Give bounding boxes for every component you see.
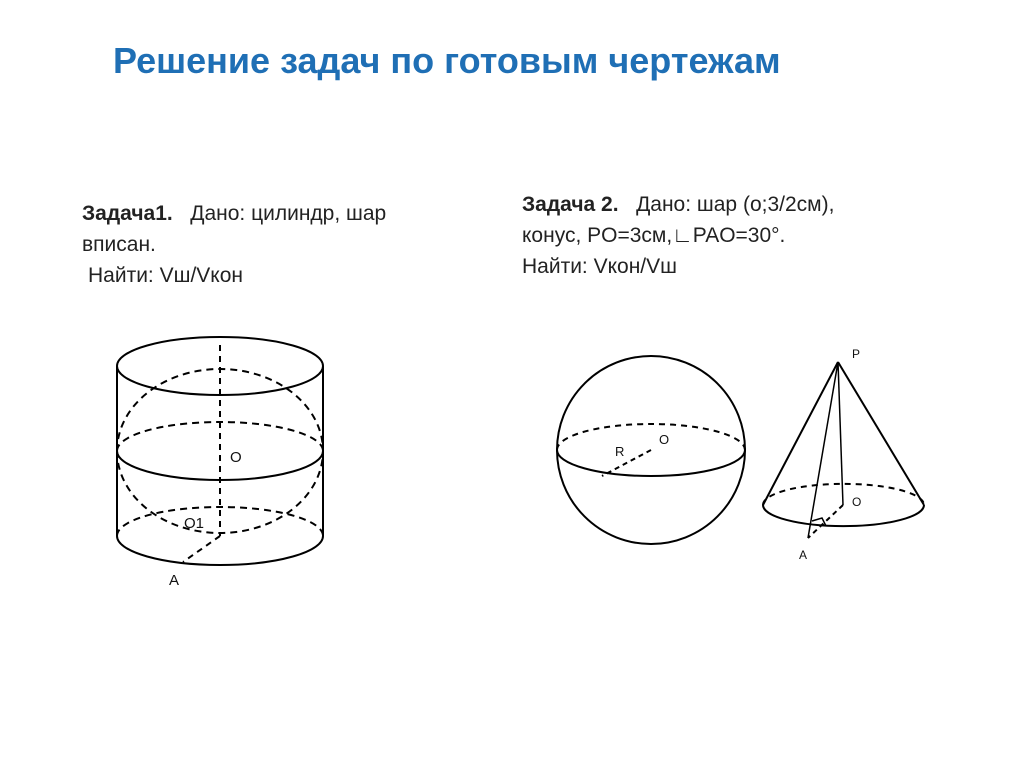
task-2-given-line-1: Дано: шар (о;3/2см), xyxy=(636,193,835,216)
cylinder-with-inscribed-sphere-figure xyxy=(117,337,323,565)
task-1-label: Задача1. xyxy=(82,202,173,225)
task-1-given-line-1: Дано: цилиндр, шар xyxy=(190,202,387,225)
task-2-given-line-2: конус, PO=3см,∟PAO=30°. xyxy=(522,224,786,247)
sphere-equator-front-fig2 xyxy=(557,450,745,476)
sphere-figure xyxy=(557,356,745,544)
sphere-radius xyxy=(602,450,651,476)
bottom-radius-o1a xyxy=(183,536,220,562)
cone-figure xyxy=(763,362,924,538)
bottom-center-label: O1 xyxy=(184,515,205,532)
cylinder-figure-labels xyxy=(169,449,242,589)
point-a-label-fig3: A xyxy=(799,548,808,562)
sphere-equator-back-fig2 xyxy=(557,424,745,450)
task-1-given-line-2: вписан. xyxy=(82,233,156,256)
sphere-radius-label: R xyxy=(615,444,625,459)
cylinder-bottom-base-front xyxy=(117,536,323,565)
task-2-label: Задача 2. xyxy=(522,193,619,216)
cone-base-front xyxy=(763,505,924,526)
task-1-find: Найти: Vш/Vкон xyxy=(88,264,243,287)
sphere-center-label-fig2: O xyxy=(659,432,670,447)
task-2-find: Найти: Vкон/Vш xyxy=(522,255,677,278)
point-a-label-fig1: A xyxy=(169,572,180,589)
slide-title: Решение задач по готовым чертежам xyxy=(113,40,781,81)
cone-figure-labels xyxy=(799,347,861,562)
cone-apex-label: P xyxy=(852,347,861,361)
sphere-center-label: O xyxy=(230,449,242,466)
cone-generatrix-pa xyxy=(808,362,838,538)
cone-base-center-label: O xyxy=(852,495,862,509)
cone-right-generatrix xyxy=(838,362,924,505)
